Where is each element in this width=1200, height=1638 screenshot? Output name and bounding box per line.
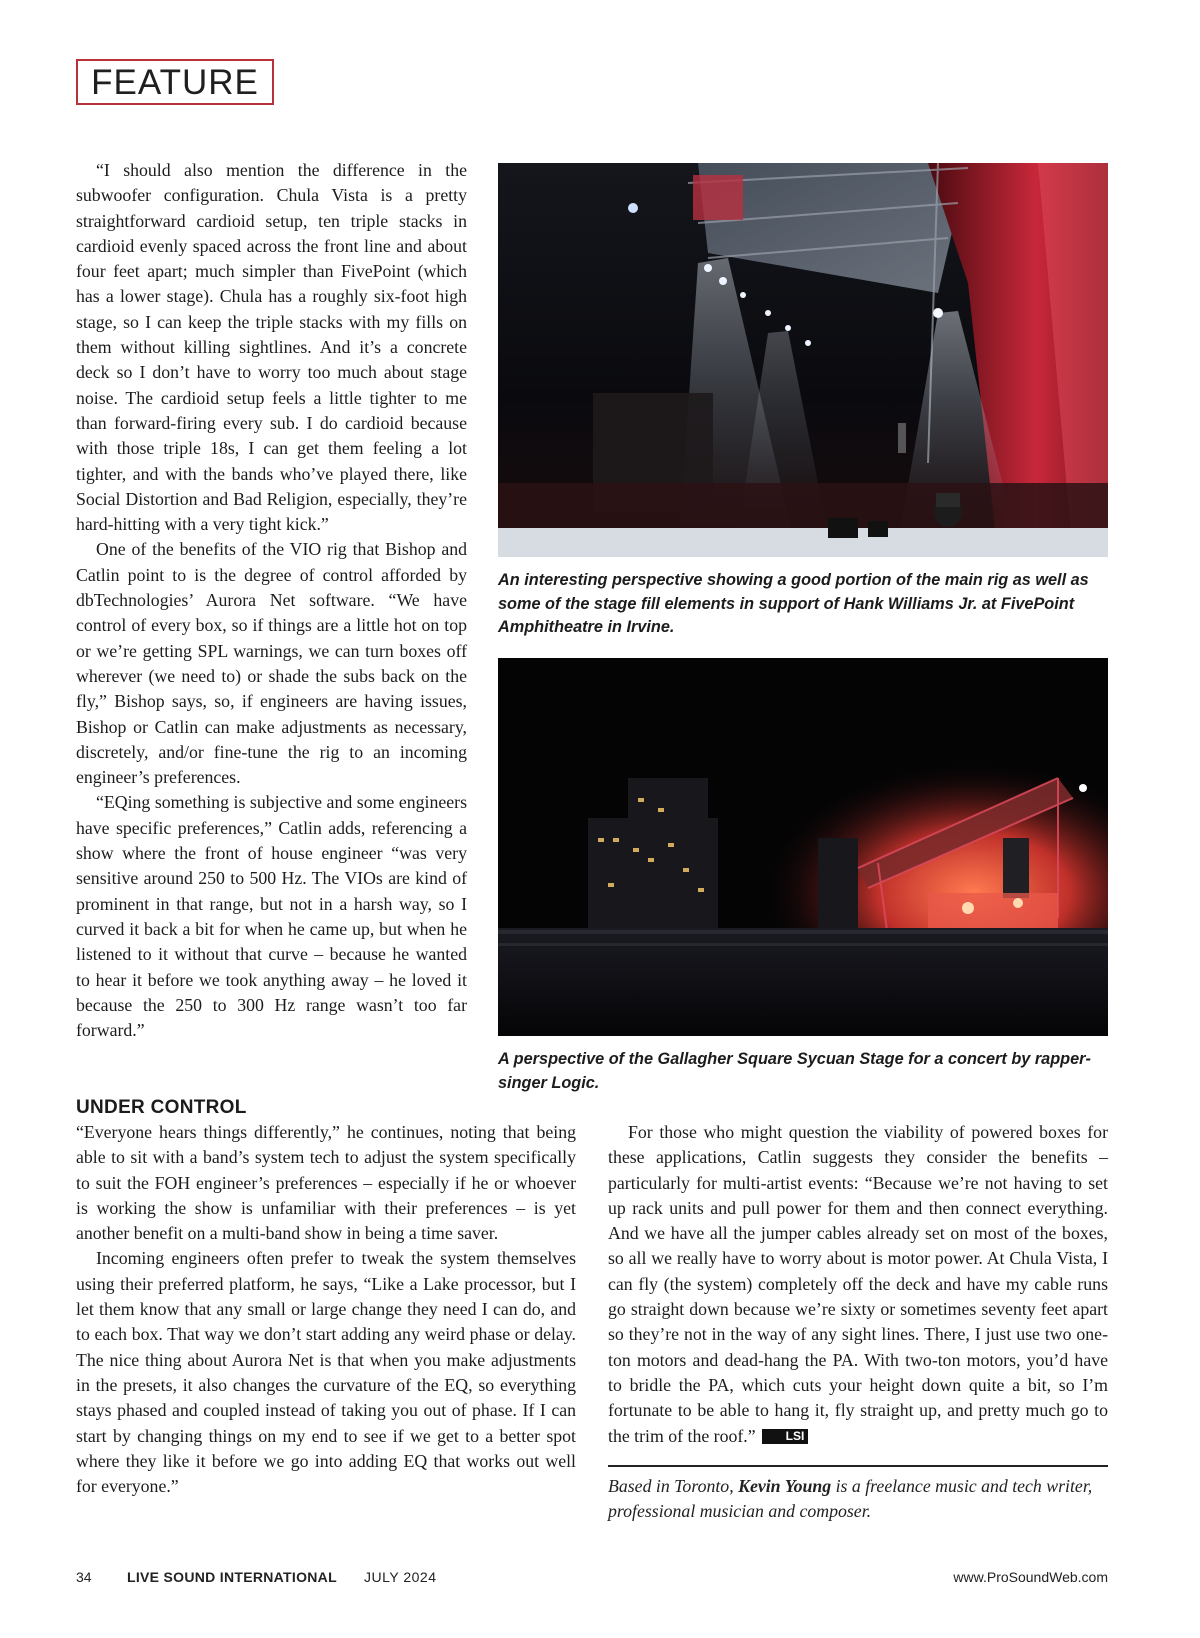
bio-suffix: is a freelance music and tech writer, professional musician and composer.	[608, 1476, 1093, 1522]
end-mark-badge: LSI	[762, 1429, 809, 1444]
magazine-name: LIVE SOUND INTERNATIONAL	[127, 1569, 337, 1585]
page-footer	[76, 1569, 1108, 1591]
section-subhead: UNDER CONTROL	[76, 1097, 247, 1118]
page-number: 34	[76, 1569, 92, 1585]
photo-gallagher-square-stage	[498, 658, 1108, 1036]
article-column-left	[76, 158, 467, 1043]
bio-prefix: Based in Toronto,	[608, 1476, 739, 1496]
bio-divider	[608, 1465, 1108, 1467]
paragraph: “Everyone hears things differently,” he continues, noting that being able to sit with a band’s system tech to adjust the system specifically to suit the FOH engineer’s preferences – especially if he or whoever is working the show is unfamiliar with their preferences – is yet another benefit on a multi-band show in being a time saver.	[76, 1122, 576, 1244]
concert-photo-image	[498, 658, 1108, 1036]
photo-caption: An interesting perspective showing a good portion of the main rig as well as some of the stage fill elements in support of Hank Williams Jr. at FivePoint Amphitheatre in Irvine.	[498, 571, 1089, 636]
photo-fivepoint-stage	[498, 163, 1108, 557]
paragraph: “I should also mention the difference in the subwoofer configuration. Chula Vista is a pretty straightforward cardioid setup, ten triple stacks in cardioid evenly spaced across the front line and about four feet apart; much simpler than FivePoint (which has a lower stage). Chula has a roughly six-foot high stage, so I can keep the triple stacks with my fills on them without killing sightlines. And it’s a concrete deck so I don’t have to worry too much about stage noise. The cardioid setup feels a little tighter to me than forward-firing every sub. I do cardioid because with those triple 18s, I can get them feeling a lot tighter, and with the bands who’ve played there, like Social Distortion and Bad Religion, especially, they’re hard-hitting with a very tight kick.”	[76, 160, 467, 535]
paragraph: Incoming engineers often prefer to tweak the system themselves using their preferred platform, he says, “Like a Lake processor, but I let them know that any small or large change they need I can do, and to each box. That way we don’t start adding any weird phase or delay. The nice thing about Aurora Net is that when you make adjustments in the presets, it also changes the curvature of the EQ, so everything stays phased and coupled instead of taking you out of phase. If I can start by changing things on my end to see if we get to a better spot where they like it before we go into adding EQ that works out well for everyone.”	[76, 1248, 576, 1497]
photo-caption: A perspective of the Gallagher Square Sycuan Stage for a concert by rapper-singer Logic.	[498, 1050, 1091, 1092]
author-bio	[608, 1474, 1108, 1525]
paragraph	[608, 1120, 1108, 1449]
paragraph: “EQing something is subjective and some engineers have specific preferences,” Catlin adds, referencing a show where the front of house engineer “was very sensitive around 250 to 500 Hz. The VIOs are kind of prominent in that range, but not in a harsh way, so I curved it back a bit for when he came up, but when he listened to it without that curve – because he wanted to hear it before we took anything away – he loved it because the 250 to 300 Hz range wasn’t too far forward.”	[76, 792, 467, 1041]
paragraph: One of the benefits of the VIO rig that Bishop and Catlin point to is the degree of control afforded by dbTechnologies’ Aurora Net software. “We have control of every box, so if things are a little hot on top or we’re getting SPL warnings, we can turn boxes off wherever (we need to) or shade the subs back on the fly,” Bishop says, so, if engineers are having issues, Bishop or Catlin can make adjustments as necessary, discretely, and/or fine-tune the rig to an incoming engineer’s preferences.	[76, 539, 467, 788]
paragraph-text: For those who might question the viability of powered boxes for these applications, Catlin suggests they consider the benefits – particularly for multi-artist events: “Because we’re not having to set up rack units and pull power for them and then connect everything. And we have all the jumper cables already set on most of the boxes, so all we really have to worry about is motor power. At Chula Vista, I can fly (the system) completely off the deck and have my cable runs go straight down because we’re sixty or sometimes seventy feet apart so they’re not in the way of any sight lines. There, I just use two one-ton motors and dead-hang the PA. With two-ton motors, you’d have to bridle the PA, which cuts your height down quite a bit, so I’m fortunate to be able to hang it, fly straight up, and pretty much go to the trim of the roof.”	[608, 1122, 1108, 1446]
concert-photo-image	[498, 163, 1108, 557]
bio-author-name: Kevin Young	[738, 1476, 832, 1496]
article-column-bottom-right	[608, 1120, 1108, 1449]
article-column-bottom-left	[76, 1120, 576, 1499]
website-link[interactable]: www.ProSoundWeb.com	[953, 1569, 1108, 1585]
section-label: FEATURE	[76, 59, 274, 105]
issue-date: JULY 2024	[364, 1569, 437, 1585]
